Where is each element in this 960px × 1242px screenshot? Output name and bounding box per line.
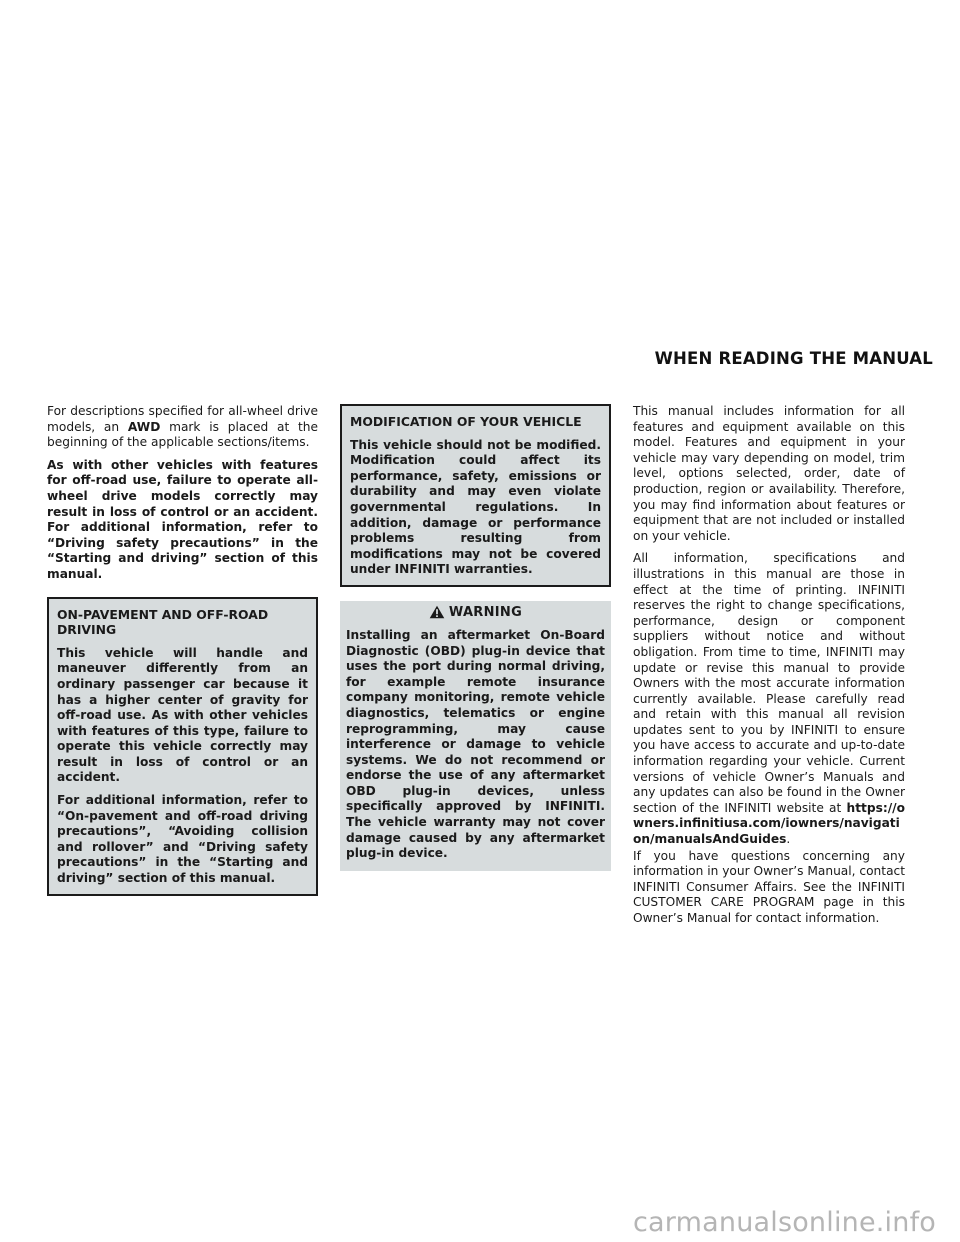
revision-text-end: . bbox=[786, 832, 791, 847]
watermark-text: carmanualsonline.info bbox=[633, 1207, 936, 1238]
offroad-box-paragraph-2: For additional information, refer to “On-pavement and off-road driving precautions”, “Avoiding collision and rollover” and “Driving safety precautions” in the “Starting and driving” section of this manual. bbox=[57, 793, 308, 886]
modification-box-paragraph: This vehicle should not be modified. Modification could affect its performance, safety, emissions or durability and may even violate governmental regulations. In addition, damage or performance problems resulting from modifications may not be covered under INFINITI warranties. bbox=[350, 437, 601, 577]
section-heading: WHEN READING THE MANUAL bbox=[654, 349, 933, 368]
warning-triangle-icon bbox=[429, 605, 445, 619]
warning-box bbox=[340, 601, 611, 871]
column-left bbox=[47, 404, 318, 896]
revision-text: All information, specifications and illustrations in this manual are those in effect at the time of printing. INFINITI reserves the right to change specifications, performance, design or component suppliers without notice and without obligation. From time to time, INFINITI may update or revise this manual to provide Owners with the most accurate information currently available. Please carefully read and retain with this manual all revision updates sent to you by INFINITI to ensure you have access to accurate and up-to-date information regarding your vehicle. Current versions of vehicle Owner’s Manuals and any updates can also be found in the Owner section of the INFINITI website at bbox=[633, 551, 905, 815]
manual-scope-paragraph: This manual includes information for all features and equipment available on this model. Features and equipment in your vehicle may vary depending on model, trim level, options selected, order, date of production, region or availability. Therefore, you may find information about features or equipment that are not included or installed on your vehicle. bbox=[633, 404, 905, 543]
revision-paragraph bbox=[633, 551, 905, 847]
column-right bbox=[633, 404, 905, 934]
awd-mark: AWD bbox=[127, 419, 161, 434]
awd-caution-paragraph: As with other vehicles with features for off-road use, failure to operate all-wheel drive models correctly may result in loss of control or an accident. For additional information, refer to “Driving safety precautions” in the “Starting and driving” section of this manual. bbox=[47, 457, 318, 581]
offroad-box-title: ON-PAVEMENT AND OFF-ROAD DRIVING bbox=[57, 606, 269, 638]
modification-box-title: MODIFICATION OF YOUR VEHICLE bbox=[350, 414, 582, 429]
warning-title: WARNING bbox=[448, 604, 523, 620]
column-middle bbox=[340, 404, 611, 871]
warning-text: Installing an aftermarket On-Board Diagnostic (OBD) plug-in device that uses the port during normal driving, for example remote insurance company monitoring, remote vehicle diagnostics, telematics or engine reprogramming, may cause interference or damage to vehicle systems. We do not recommend or endorse the use of any aftermarket OBD plug-in devices, unless specifically approved by INFINITI. The vehicle warranty may not cover damage caused by any aftermarket plug-in device. bbox=[346, 627, 605, 861]
warning-header bbox=[346, 605, 605, 620]
awd-paragraph bbox=[47, 404, 318, 451]
offroad-box-paragraph-1: This vehicle will handle and maneuver differently from an ordinary passenger car because it has a higher center of gravity for off-road use. As with other vehicles with features of this type, failure to operate this vehicle correctly may result in loss of control or an accident. bbox=[57, 645, 308, 785]
owners-website-link[interactable]: https://owners.infinitiusa.com/iowners/navigation/manualsAndGuides bbox=[633, 800, 905, 847]
offroad-caution-box bbox=[47, 597, 318, 896]
modification-box bbox=[340, 404, 611, 587]
awd-text-prefix: For descriptions specified for all-wheel drive models, an bbox=[47, 404, 318, 434]
awd-text-suffix: mark is placed at the beginning of the applicable sections/items. bbox=[47, 419, 318, 450]
consumer-affairs-paragraph: If you have questions concerning any information in your Owner’s Manual, contact INFINITI Consumer Affairs. See the INFINITI CUSTOMER CARE PROGRAM page in this Owner’s Manual for contact information. bbox=[633, 848, 906, 925]
